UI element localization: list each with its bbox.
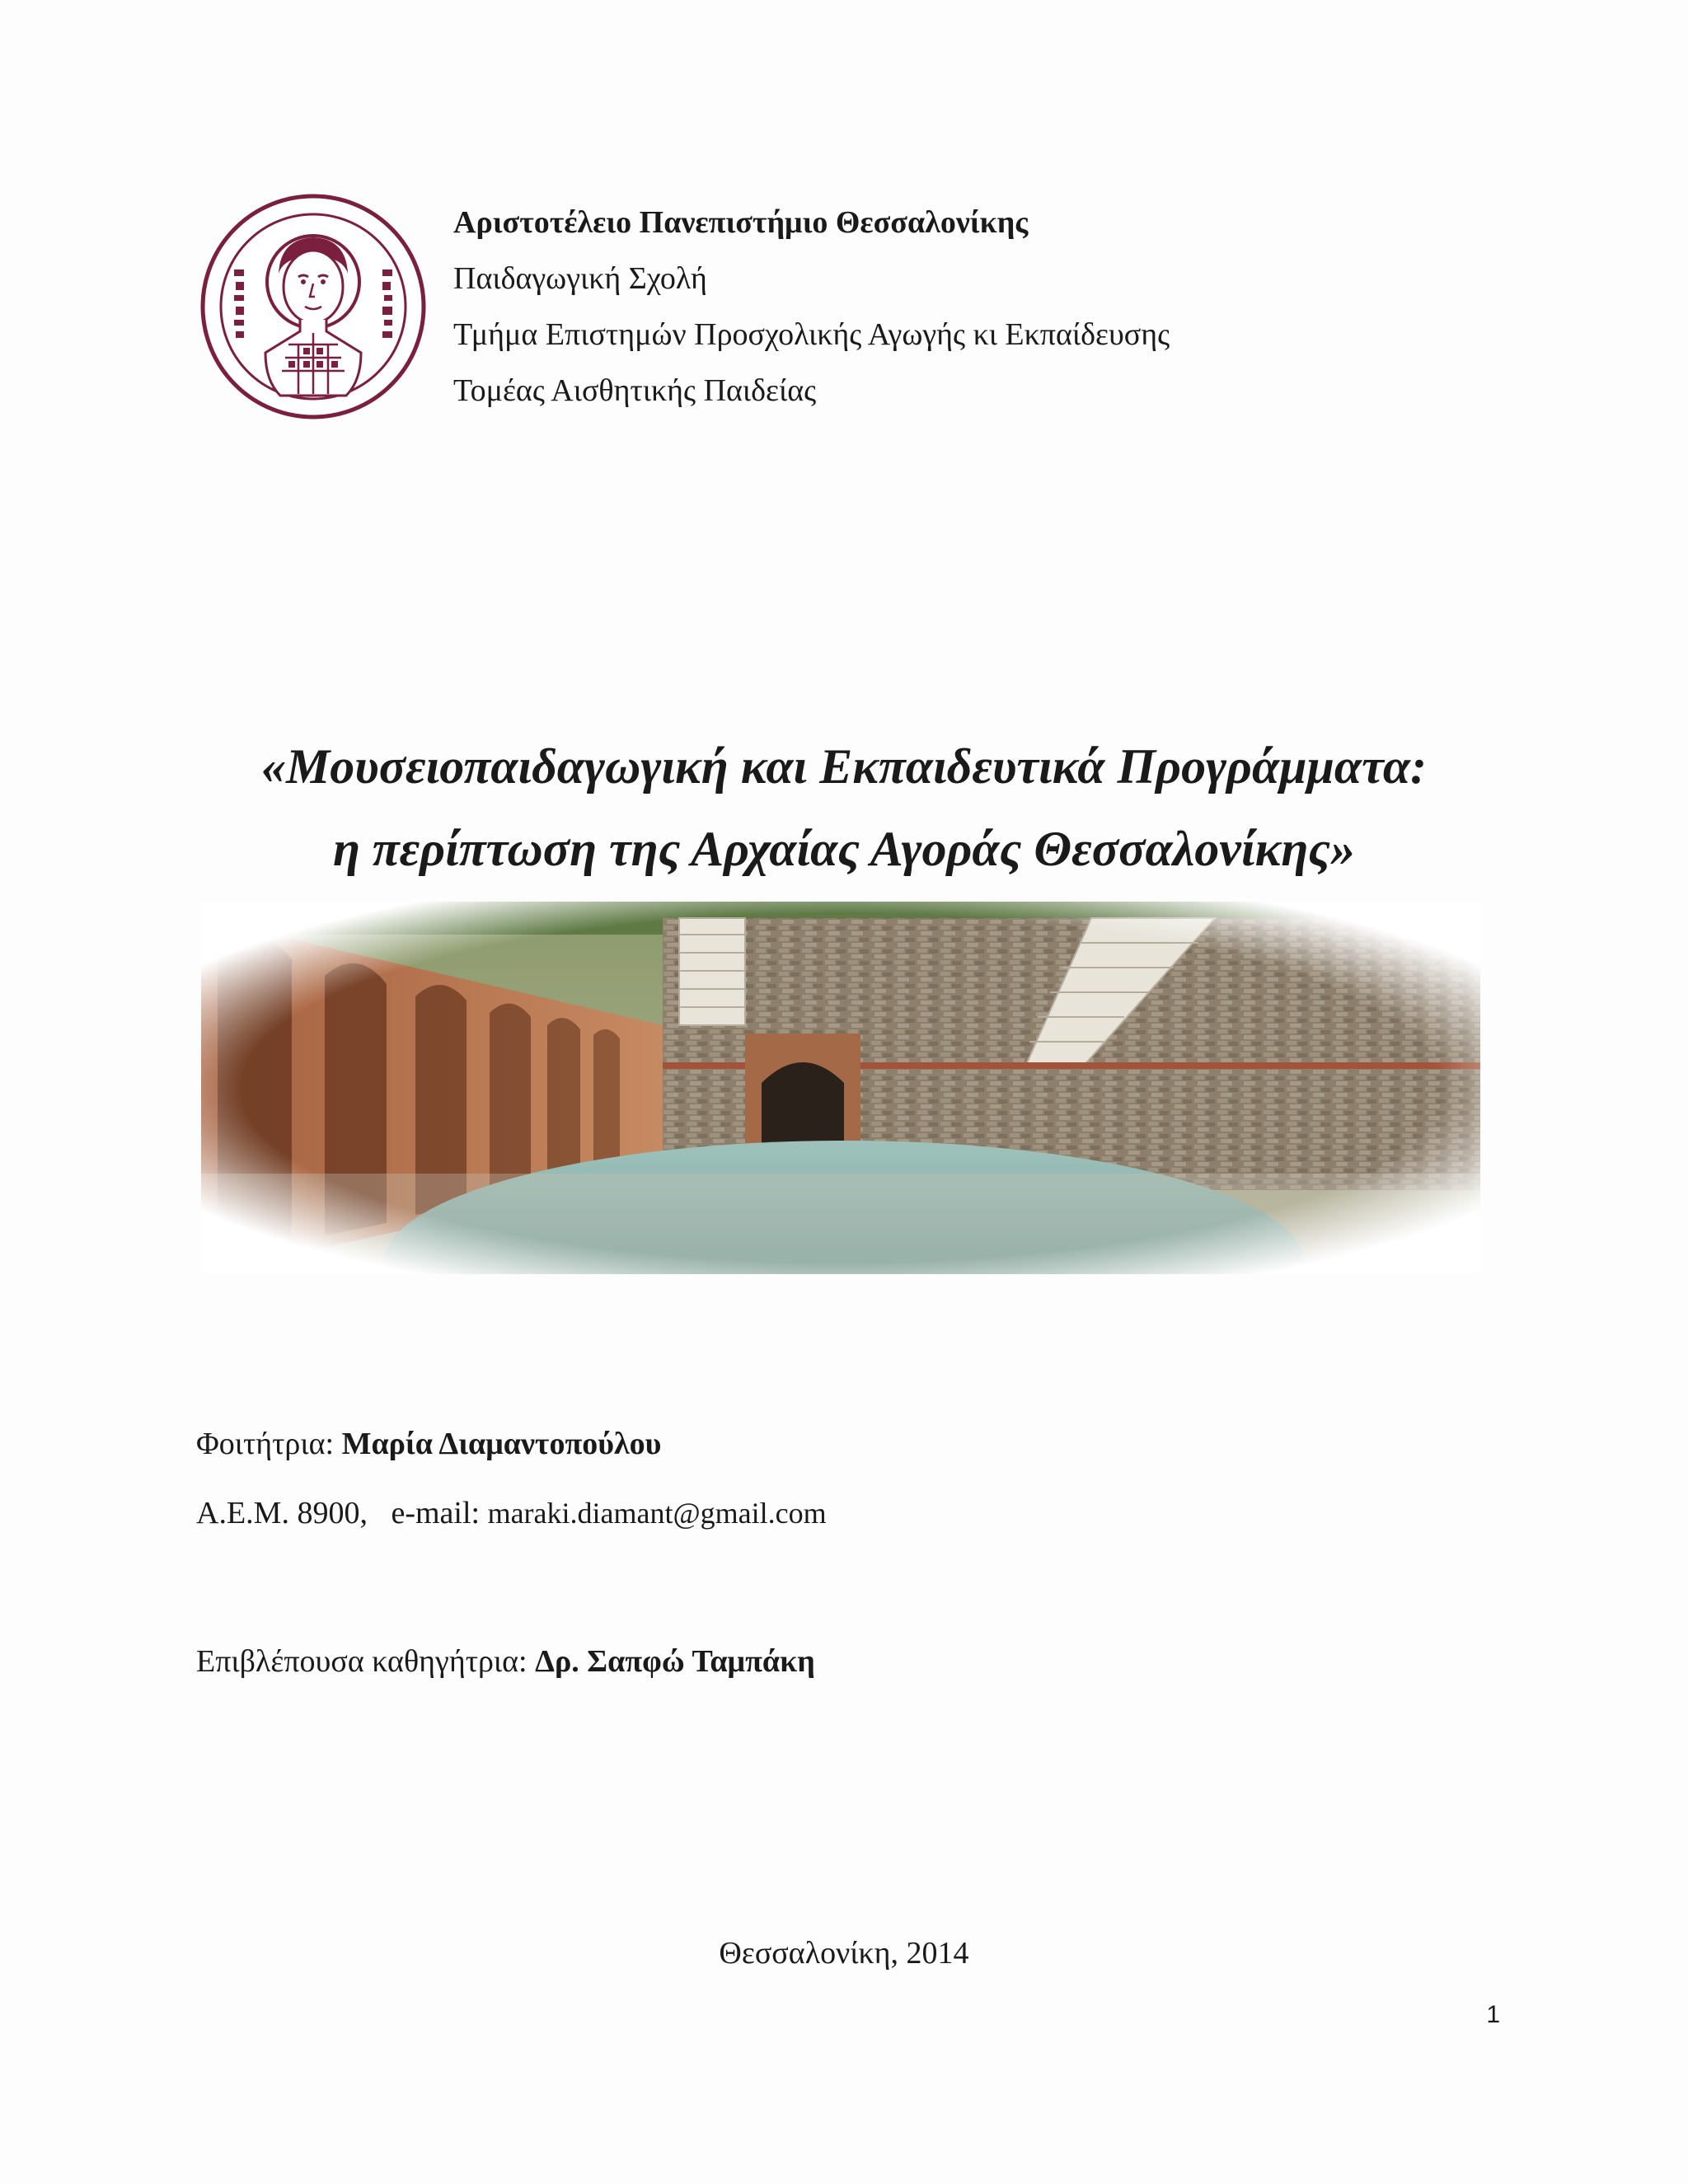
university-name: Αριστοτέλειο Πανεπιστήμιο Θεσσαλονίκης	[453, 205, 1029, 240]
department-name: Τμήμα Επιστημών Προσχολικής Αγωγής κι Εκπαίδευσης	[453, 317, 1170, 352]
student-label: Φοιτήτρια:	[196, 1427, 335, 1461]
supervisor-label: Επιβλέπουσα καθηγήτρια:	[196, 1644, 528, 1679]
title-line-1: «Μουσειοπαιδαγωγική και Εκπαιδευτικά Προγράμματα:	[260, 739, 1428, 794]
page-number: 1	[1486, 2001, 1500, 2028]
title-line-2: η περίπτωση της Αρχαίας Αγοράς Θεσσαλονίκης»	[332, 822, 1356, 876]
student-contact-line	[196, 1479, 827, 1548]
school-name: Παιδαγωγική Σχολή	[453, 261, 707, 296]
student-name: Μαρία Διαμαντοπούλου	[341, 1427, 662, 1461]
email-label: e-mail:	[391, 1496, 481, 1530]
ancient-agora-photo	[201, 902, 1480, 1274]
supervisor-info	[196, 1637, 815, 1686]
student-email: maraki.diamant@gmail.com	[487, 1497, 827, 1530]
student-info	[196, 1409, 827, 1548]
student-aem: Α.Ε.Μ. 8900,	[196, 1496, 368, 1530]
thesis-title	[0, 725, 1688, 890]
sector-name: Τομέας Αισθητικής Παιδείας	[453, 373, 817, 408]
university-seal-icon	[198, 191, 429, 422]
supervisor-name: Δρ. Σαπφώ Ταμπάκη	[535, 1644, 815, 1679]
institution-block	[453, 194, 1170, 419]
place-date: Θεσσαλονίκη, 2014	[719, 1936, 969, 1971]
student-line	[196, 1409, 827, 1479]
